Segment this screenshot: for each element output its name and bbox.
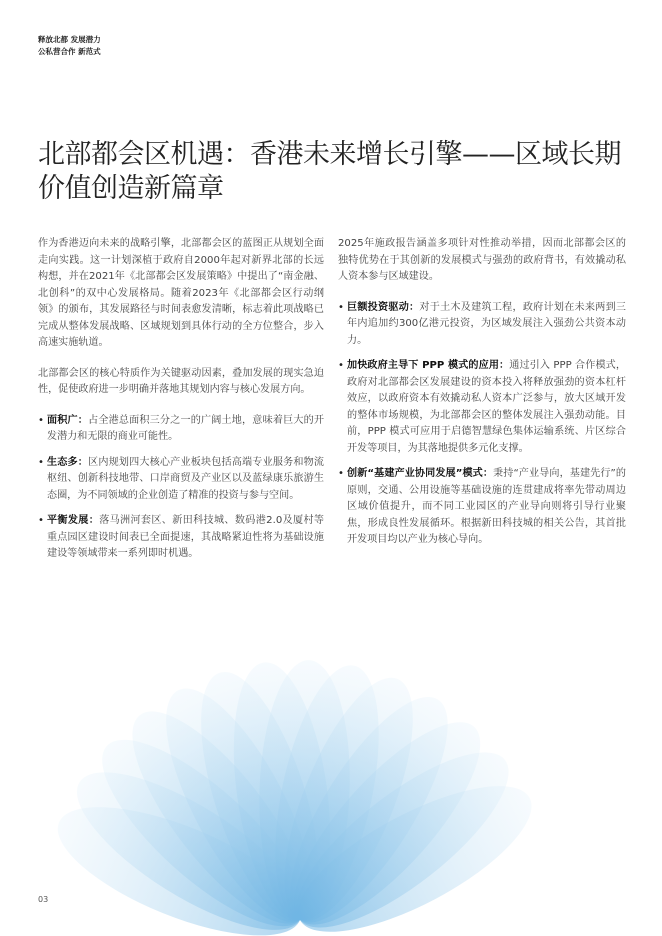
feature-list bbox=[38, 413, 324, 563]
item-label: 面积广： bbox=[47, 414, 89, 426]
policy-paragraph: 2025年施政报告涵盖多项针对性推动举措，因而北部都会区的独特优势在于其创新的发展模式与强劲的政府背书，有效撬动私人资本参与区域建设。 bbox=[338, 238, 626, 282]
item-label: 平衡发展： bbox=[47, 515, 100, 526]
list-item bbox=[38, 513, 324, 563]
item-text: 通过引入 PPP 合作模式，政府对北部都会区发展建设的资本投入将释放强劲的资本杠杆效应，以政府资本有效撬动私人资本广泛参与，放大区域开发的整体市场规模，为北部都会区的整体发展注入强劲动能。目前，PPP 模式可应用于启德智慧绿色集体运输系统、片区综合开发等项目，为其落地提供多元化支撑。 bbox=[347, 360, 626, 454]
intro-paragraph: 作为香港迈向未来的战略引擎，北部都会区的蓝图正从规划全面走向实践。这一计划深植于政府自2000年起对新界北部的长远构想，并在2021年《北部都会区发展策略》中提出了“南金融、北创科”的双中心发展格局。随着2023年《北部都会区行动纲领》的颁布，其发展路径与时间表愈发清晰，标志着此项战略已完成从整体发展战略、区域规划到具体行动的全方位整合，步入高速实施轨道。 bbox=[38, 238, 324, 348]
item-label: 创新“基建产业协同发展”模式： bbox=[347, 468, 494, 479]
item-text: 落马洲河套区、新田科技城、数码港2.0及厦村等重点园区建设时间表已全面提速，其战略紧迫性将为基础设施建设等领域带来一系列即时机遇。 bbox=[47, 515, 324, 559]
page-number: 03 bbox=[38, 895, 49, 904]
running-header bbox=[38, 34, 101, 58]
decorative-petal-graphic bbox=[0, 560, 662, 936]
page-title: 北部都会区机遇：香港未来增长引擎——区域长期价值创造新篇章 bbox=[38, 139, 621, 204]
list-item bbox=[338, 466, 626, 549]
advantage-list bbox=[338, 300, 626, 549]
core-paragraph: 北部都会区的核心特质作为关键驱动因素，叠加发展的现实急迫性，促使政府进一步明确并落地其规划内容与核心发展方向。 bbox=[38, 367, 324, 395]
list-item bbox=[338, 300, 626, 350]
left-column bbox=[38, 236, 324, 572]
header-line-1: 释放北都 发展潜力 bbox=[38, 35, 101, 44]
item-text: 区内规划四大核心产业板块包括高端专业服务和物流枢纽、创新科技地带、口岸商贸及产业区以及蓝绿康乐旅游生态圈，为不同领域的企业创造了精准的投资与参与空间。 bbox=[47, 456, 324, 501]
right-column bbox=[338, 236, 626, 558]
item-text: 秉持“产业导向，基建先行”的原则，交通、公用设施等基础设施的连贯建成将率先带动周边区域价值提升，而不同工业园区的产业导向则将引导行业聚焦，形成良性发展循环。根据新田科技城的相关公告，其首批开发项目均以产业为核心导向。 bbox=[347, 468, 626, 545]
item-text: 占全港总面积三分之一的广阔土地，意味着巨大的开发潜力和无限的商业可能性。 bbox=[47, 414, 324, 442]
item-label: 生态多： bbox=[47, 456, 89, 468]
list-item bbox=[38, 413, 324, 446]
item-text: 对于土木及建筑工程，政府计划在未来两到三年内追加约300亿港元投资，为区域发展注入强劲公共资本动力。 bbox=[347, 301, 627, 346]
item-label: 加快政府主导下 PPP 模式的应用： bbox=[347, 360, 510, 371]
item-label: 巨额投资驱动： bbox=[347, 301, 420, 313]
header-line-2: 公私营合作 新范式 bbox=[38, 47, 101, 56]
list-item bbox=[38, 455, 324, 505]
list-item bbox=[338, 358, 626, 457]
